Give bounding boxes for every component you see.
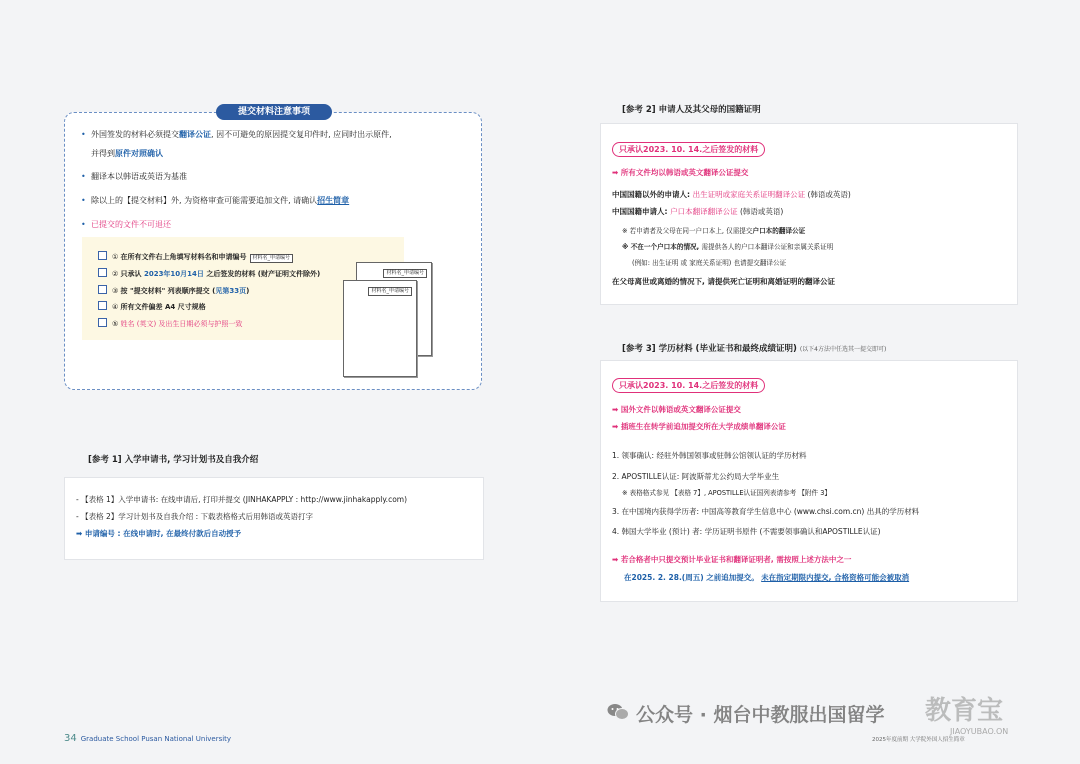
ref2-line3: 在父母离世或离婚的情况下, 请提供死亡证明和离婚证明的翻译公证: [612, 277, 835, 286]
ref3-title: [622, 342, 886, 354]
guide-link[interactable]: 招生简章: [317, 196, 350, 205]
paper-front-illustration: [343, 280, 417, 377]
watermark-logo: 教育宝: [925, 696, 1004, 726]
item-text: 在所有文件右上角填写材料名和申请编号: [120, 253, 247, 261]
ref2-n2-bold: ※ 不在一个户口本的情况,: [622, 243, 702, 251]
ref1-line3: ➡ 申请编号 : 在线申请时, 在最终付款后自动授予: [76, 529, 242, 538]
item-em: 见第33页: [215, 287, 247, 295]
notice-b3-pre: 除以上的【提交材料】外, 为资格审查可能需要追加文件, 请确认: [91, 196, 318, 205]
ref1-title: [参考 1] 入学申请书, 学习计划书及自我介绍: [88, 455, 259, 465]
ref1-line1: - 【表格 1】入学申请书: 在线申请后, 打印并提交 (JINHAKAPPLY : http://www.jinhakapply.com): [76, 495, 408, 504]
ref2-arrow: ➡ 所有文件均以韩语或英文翻译公证提交: [612, 168, 749, 177]
item-text: 姓名 (英文) 及出生日期必须与护照一致: [120, 320, 243, 328]
item-post: 之后签发的材料 (财产证明文件除外): [203, 270, 321, 278]
checkbox[interactable]: [98, 251, 107, 260]
ref2-date-pill: 只承认2023. 10. 14.之后签发的材料: [612, 142, 765, 157]
ref2-l1-label: 中国国籍以外的申请人:: [612, 190, 693, 199]
watermark-text: 公众号 · 烟台中教服出国留学: [636, 704, 885, 726]
checkbox[interactable]: [98, 268, 107, 277]
notice-b1-post: , 因不可避免的原因提交复印件时, 应同时出示原件,: [211, 130, 392, 139]
wechat-icon: [607, 703, 629, 721]
ref2-note2: [622, 243, 833, 252]
ref3-method1: 1. 领事确认: 经驻外韩国领事或驻韩公馆领认证的学历材料: [612, 451, 807, 460]
ref3-method2: 2. APOSTILLE认证: 阿波斯蒂尤公约局大学毕业生: [612, 472, 780, 481]
notice-b1-em: 翻译公证: [179, 130, 211, 139]
ref2-l2-post: (韩语或英语): [737, 207, 784, 216]
ref2-line2: [612, 207, 783, 217]
item-pre: 只承认: [120, 270, 144, 278]
notice-bullet-4: • 已提交的文件不可退还: [91, 219, 171, 230]
item-num: ①: [112, 253, 119, 261]
page-number: 34: [64, 733, 77, 744]
ref3-arrow1: ➡ 国外文件以韩语或英文翻译公证提交: [612, 405, 741, 414]
checklist-item-1: [98, 251, 293, 263]
checklist-item-4: [98, 301, 206, 312]
notice-bullet-1-line2: [91, 148, 163, 159]
ref2-title: [参考 2] 申请人及其父母的国籍证明: [622, 105, 761, 115]
ref2-n1-pre: ※ 若申请者及父母在同一户口本上, 仅需提交: [622, 227, 753, 235]
item-tag: 材料名_申请编号: [250, 254, 294, 263]
ref3-final2: [624, 573, 909, 583]
ref3-title-text: [参考 3] 学历材料 (毕业证书和最终成绩证明): [622, 344, 797, 354]
checkbox[interactable]: [98, 301, 107, 310]
ref3-f2-pre: 在2025. 2. 28.(周五) 之前追加提交。: [624, 573, 759, 582]
ref2-note3: (例如: 出生证明 或 家庭关系证明) 也请提交翻译公证: [632, 259, 787, 267]
ref2-l1-post: (韩语或英语): [805, 190, 851, 199]
item-pre: 按 "提交材料" 列表顺序提交 (: [120, 287, 216, 295]
footer-left: [64, 733, 231, 744]
ref2-n2-post: 需提供各人的户口本翻译公证和亲属关系证明: [701, 243, 834, 251]
ref2-l1-em: 出生证明或家庭关系证明翻译公证: [692, 190, 806, 199]
footer-right: 2025年度前期 大学院外国人招生简章: [872, 737, 965, 743]
notice-b1-pre: 外国签发的材料必须提交: [91, 130, 179, 139]
ref3-method4: 4. 韩国大学毕业 (预计) 者: 学历证明书原件 (不需要领事确认和APOSTILLE认证): [612, 527, 881, 536]
ref3-title-note: (以下4方法中任选其一提交即可): [799, 346, 887, 353]
ref2-note1: [622, 227, 805, 236]
checkbox[interactable]: [98, 285, 107, 294]
notice-bullet-2: • 翻译本以韩语或英语为基准: [91, 171, 187, 182]
ref2-l2-label: 中国国籍申请人:: [612, 207, 671, 216]
notice-bullet-3: [91, 195, 349, 206]
item-num: ⑤: [112, 320, 119, 328]
ref3-method2-note: ※ 表格格式参见 【表格 7】, APOSTILLE认证国列表请参考 【附件 3】: [622, 489, 831, 497]
item-num: ④: [112, 303, 119, 311]
footer-school: Graduate School Pusan National University: [80, 735, 232, 743]
item-num: ②: [112, 270, 119, 278]
checklist-item-3: [98, 285, 249, 296]
ref3-final1: ➡ 若合格者中只提交预计毕业证书和翻译证明者, 需按照上述方法中之一: [612, 555, 852, 564]
ref1-line2: - 【表格 2】学习计划书及自我介绍 : 下载表格格式后用韩语或英语打字: [76, 512, 314, 521]
item-text: 所有文件偏差 A4 尺寸规格: [120, 303, 206, 311]
ref3-arrow2: ➡ 插班生在转学前追加提交所在大学成绩单翻译公证: [612, 422, 786, 431]
item-em: 2023年10月14日: [143, 270, 204, 278]
notice-b1-line2-em: 原件对照确认: [115, 149, 163, 158]
ref3-method3: 3. 在中国境内获得学历者: 中国高等教育学生信息中心 (www.chsi.com.cn) 出具的学历材料: [612, 507, 920, 516]
item-num: ③: [112, 287, 119, 295]
checklist-item-5: [98, 318, 242, 329]
paper-back-tag: 材料名_申请编号: [383, 269, 427, 278]
notice-b1-line2-pre: 并得到: [91, 149, 115, 158]
item-post: ): [246, 287, 250, 295]
checklist-item-2: [98, 268, 320, 279]
ref2-n1-bold: 户口本的翻译公证: [752, 227, 806, 235]
notice-bullet-1: [91, 129, 392, 140]
ref2-l2-em: 户口本翻译翻译公证: [670, 207, 738, 216]
ref3-date-pill: 只承认2023. 10. 14.之后签发的材料: [612, 378, 765, 393]
ref3-f2-post: 未在指定期限内提交, 合格资格可能会被取消: [761, 573, 910, 582]
notice-tab: 提交材料注意事项: [216, 104, 332, 120]
ref2-line1: [612, 190, 851, 200]
paper-front-tag: 材料名_申请编号: [368, 287, 412, 296]
watermark-url: JIAOYUBAO.ON: [950, 727, 1009, 736]
checkbox[interactable]: [98, 318, 107, 327]
